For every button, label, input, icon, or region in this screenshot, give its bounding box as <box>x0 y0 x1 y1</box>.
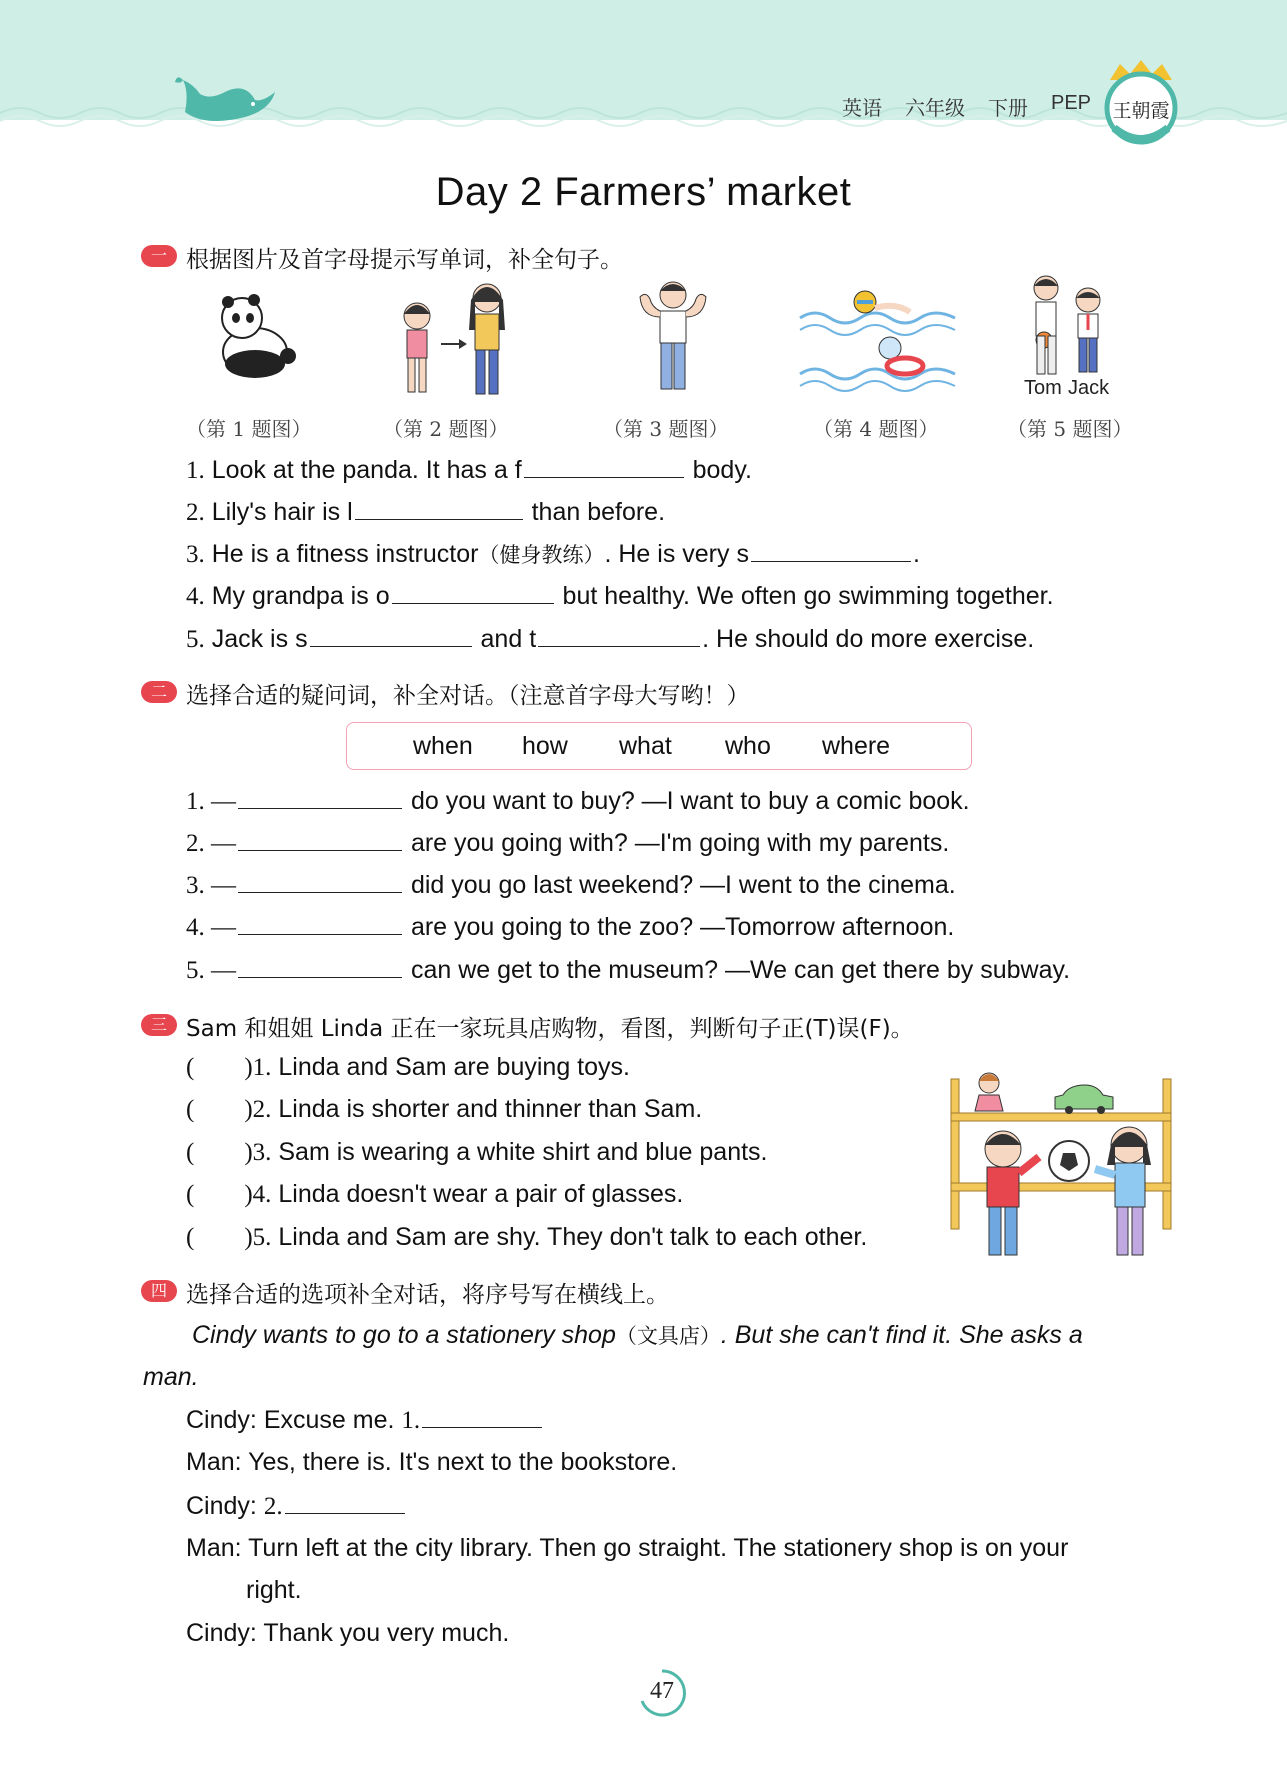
s2-item-2 <box>186 828 949 858</box>
q-text: . He should do more exercise. <box>702 625 1035 653</box>
caption-pic1: （第 1 题图） <box>186 417 312 441</box>
s1-question-4 <box>186 581 1054 611</box>
s4-intro-line2: man. <box>143 1363 199 1391</box>
hint-letter: t <box>529 625 537 653</box>
q-number: 2. — <box>186 830 236 857</box>
speaker: Cindy: <box>186 1406 257 1434</box>
section1-heading: 根据图片及首字母提示写单词，补全句子。 <box>186 247 623 273</box>
word-bank-when: when <box>413 732 473 760</box>
speaker: Man: <box>186 1448 242 1476</box>
paren-open: ( <box>186 1181 195 1208</box>
q-number: 2. <box>263 1493 283 1520</box>
s2-item-5 <box>186 955 1070 985</box>
chinese-gloss: （健身教练） <box>478 543 605 567</box>
section3-badge: 三 <box>141 1014 177 1036</box>
q-number: 2. <box>186 499 205 526</box>
q-text: do you want to buy? —I want to buy a comic book. <box>410 787 970 815</box>
chinese-gloss: （文具店） <box>615 1324 721 1348</box>
hint-letter: f <box>514 456 522 484</box>
s2-item-1 <box>186 786 970 816</box>
hint-letter: s <box>736 540 749 568</box>
word-bank-who: who <box>725 732 771 760</box>
intro-text: Cindy wants to go to a stationery shop <box>192 1321 616 1349</box>
answer-blank[interactable] <box>538 624 700 647</box>
lily-hair-growth-picture <box>395 278 515 400</box>
answer-blank[interactable] <box>355 497 523 520</box>
q-number: 1. <box>401 1407 421 1434</box>
q-text: . <box>912 540 920 568</box>
answer-blank[interactable] <box>285 1491 405 1514</box>
q-text: Sam is wearing a white shirt and blue pants. <box>278 1138 768 1166</box>
paren-open: ( <box>186 1224 195 1251</box>
s3-item-2 <box>186 1095 702 1124</box>
q-text: and <box>480 625 523 653</box>
q-number: 4. — <box>186 914 236 941</box>
q-text: . He is very <box>604 540 730 568</box>
q-text: My grandpa is <box>211 582 369 610</box>
q-text: can we get to the museum? —We can get there by subway. <box>410 956 1071 984</box>
answer-blank[interactable] <box>751 539 911 562</box>
hint-letter: o <box>375 582 390 610</box>
s4-dialogue-1 <box>186 1405 544 1435</box>
dialogue-text: Excuse me. <box>263 1406 395 1434</box>
q-number: 3. — <box>186 872 236 899</box>
dialogue-text: Turn left at the city library. Then go straight. The stationery shop is on your <box>248 1534 1069 1562</box>
answer-blank[interactable] <box>238 870 402 893</box>
section3-heading: Sam 和姐姐 Linda 正在一家玩具店购物，看图，判断句子正(T)误(F)。 <box>186 1016 914 1042</box>
caption-pic5: （第 5 题图） <box>1007 417 1133 441</box>
q-number: 4. <box>186 583 205 610</box>
dialogue-text: Thank you very much. <box>263 1619 510 1647</box>
s4-dialogue-4 <box>186 1534 1068 1563</box>
q-text: He is a fitness instructor <box>211 540 479 568</box>
s1-question-1 <box>186 455 752 485</box>
s2-item-4 <box>186 912 954 942</box>
header-grade: 六年级 <box>905 98 965 120</box>
hint-letter: s <box>295 625 308 653</box>
section4-heading: 选择合适的选项补全对话，将序号写在横线上。 <box>186 1282 669 1308</box>
q-text: are you going with? —I'm going with my parents. <box>410 829 950 857</box>
q-number: 5. — <box>186 957 236 984</box>
speaker: Cindy: <box>186 1492 257 1520</box>
q-number: )5. <box>244 1224 272 1251</box>
caption-pic2: （第 2 题图） <box>383 417 509 441</box>
q-number: 1. <box>186 457 205 484</box>
s1-question-3 <box>186 539 920 569</box>
tom-and-jack-picture <box>1022 270 1112 380</box>
s4-intro-line1 <box>192 1320 1083 1350</box>
q-number: 1. — <box>186 788 236 815</box>
s4-dialogue-3 <box>186 1491 407 1521</box>
word-bank-what: what <box>619 732 672 760</box>
q-text: did you go last weekend? —I went to the cinema. <box>410 871 956 899</box>
q-text: Linda is shorter and thinner than Sam. <box>278 1095 703 1123</box>
pic-label-tom: Tom <box>1024 377 1062 399</box>
answer-blank[interactable] <box>422 1405 542 1428</box>
q-text: Linda doesn't wear a pair of glasses. <box>278 1180 684 1208</box>
q-text: body. <box>692 456 752 484</box>
q-text: than before. <box>531 498 666 526</box>
word-bank-how: how <box>522 732 568 760</box>
paren-open: ( <box>186 1054 195 1081</box>
section1-badge: 一 <box>141 245 177 267</box>
paren-open: ( <box>186 1096 195 1123</box>
s1-question-2 <box>186 497 665 527</box>
toy-shop-picture <box>945 1065 1177 1265</box>
q-text: Linda and Sam are shy. They don't talk to each other. <box>278 1223 868 1251</box>
page-title: Day 2 Farmers’ market <box>435 170 852 214</box>
speaker: Man: <box>186 1534 242 1562</box>
intro-text: . But she can't find it. She asks a <box>720 1321 1083 1349</box>
panda-picture <box>210 292 300 382</box>
hint-letter: l <box>347 498 353 526</box>
q-number: )3. <box>244 1139 272 1166</box>
s4-dialogue-2 <box>186 1448 677 1477</box>
q-text: but healthy. We often go swimming together. <box>562 582 1054 610</box>
q-number: 5. <box>186 626 205 653</box>
q-number: )2. <box>244 1096 272 1123</box>
section2-heading: 选择合适的疑问词，补全对话。（注意首字母大写哟！） <box>186 683 750 709</box>
s3-item-3 <box>186 1138 768 1167</box>
answer-blank[interactable] <box>310 624 472 647</box>
answer-blank[interactable] <box>238 828 402 851</box>
whale-icon <box>175 72 285 132</box>
s2-item-3 <box>186 870 956 900</box>
dialogue-text: Yes, there is. It's next to the bookstore. <box>248 1448 678 1476</box>
paren-open: ( <box>186 1139 195 1166</box>
q-text: Linda and Sam are buying toys. <box>278 1053 630 1081</box>
caption-pic4: （第 4 题图） <box>813 417 939 441</box>
publisher-logo <box>1100 58 1182 148</box>
answer-blank[interactable] <box>238 955 402 978</box>
q-number: )4. <box>244 1181 272 1208</box>
answer-blank[interactable] <box>392 581 554 604</box>
header-edition: PEP <box>1051 92 1092 114</box>
s3-item-5 <box>186 1223 867 1252</box>
s3-item-4 <box>186 1180 683 1209</box>
header-volume: 下册 <box>988 98 1028 120</box>
header-subject: 英语 <box>842 98 882 120</box>
answer-blank[interactable] <box>524 455 684 478</box>
q-text: Lily's hair is <box>211 498 341 526</box>
q-text: Jack is <box>211 625 289 653</box>
speaker: Cindy: <box>186 1619 257 1647</box>
q-number: 3. <box>186 541 205 568</box>
caption-pic3: （第 3 题图） <box>603 417 729 441</box>
section2-badge: 二 <box>141 681 177 703</box>
answer-blank[interactable] <box>238 786 402 809</box>
q-number: )1. <box>244 1054 272 1081</box>
s3-item-1 <box>186 1053 630 1082</box>
s4-dialogue-5 <box>186 1619 509 1648</box>
word-bank-where: where <box>822 732 891 760</box>
logo-text: 王朝霞 <box>1112 100 1170 122</box>
section4-badge: 四 <box>141 1280 177 1302</box>
page-number: 47 <box>650 1678 674 1704</box>
pic-label-jack: Jack <box>1068 377 1110 399</box>
s1-question-5 <box>186 624 1034 654</box>
fitness-instructor-picture <box>632 277 714 397</box>
answer-blank[interactable] <box>238 912 402 935</box>
swimming-picture <box>795 278 960 396</box>
s4-dialogue-4-cont: right. <box>246 1576 302 1604</box>
q-text: Look at the panda. It has a <box>211 456 508 484</box>
q-text: are you going to the zoo? —Tomorrow afternoon. <box>410 913 955 941</box>
